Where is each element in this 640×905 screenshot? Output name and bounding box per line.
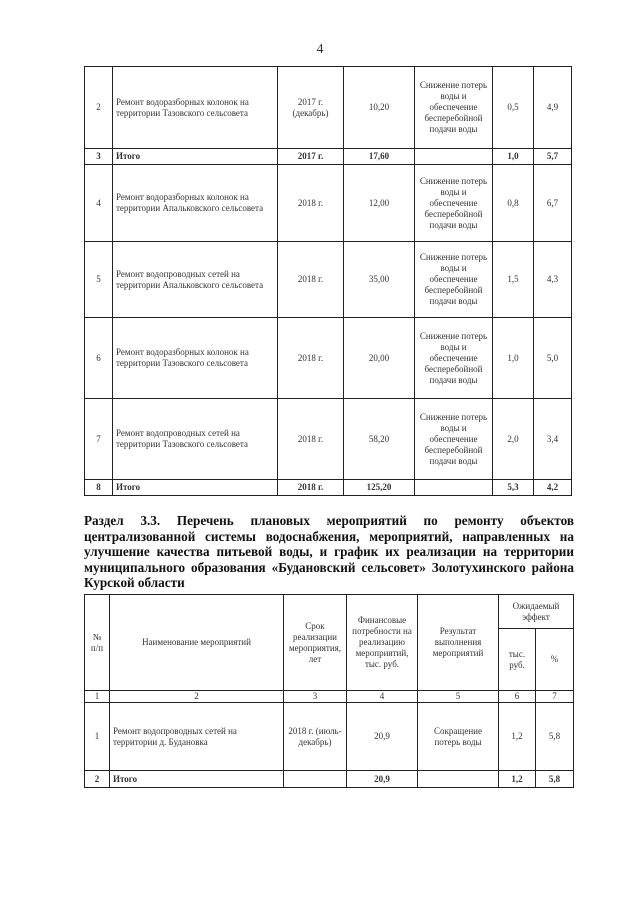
cell-term: 2017 г. [278, 149, 344, 165]
cell-effect-percent: 3,4 [534, 399, 572, 480]
cell-name: Ремонт водоразборных колонок на территории Тазовского сельсовета [113, 67, 278, 149]
cell-result: Сокращение потерь воды [418, 703, 499, 771]
cell-term: 2018 г. (июль-декабрь) [284, 703, 347, 771]
cell-name: Ремонт водоразборных колонок на территории Апальковского сельсовета [113, 165, 278, 242]
cell-num: 6 [85, 318, 113, 399]
cell-cost: 20,00 [344, 318, 415, 399]
header-term: Срок реализации мероприятия, лет [284, 595, 347, 691]
header-num: № п/п [85, 595, 110, 691]
cell-term: 2018 г. [278, 165, 344, 242]
table-measures-continued [84, 66, 572, 496]
cell-result: Снижение потерь воды и обеспечение бесперебойной подачи воды [415, 399, 493, 480]
cell-effect-percent: 4,2 [534, 480, 572, 496]
column-number: 1 [85, 691, 110, 703]
column-number: 4 [347, 691, 418, 703]
cell-name: Итого [113, 149, 278, 165]
cell-cost: 12,00 [344, 165, 415, 242]
cell-effect-percent: 5,0 [534, 318, 572, 399]
cell-name: Ремонт водопроводных сетей на территории д. Будановка [110, 703, 284, 771]
cell-result [418, 771, 499, 788]
table-row-total [85, 771, 574, 788]
table-row [85, 242, 572, 318]
column-number: 3 [284, 691, 347, 703]
column-number: 5 [418, 691, 499, 703]
cell-cost: 125,20 [344, 480, 415, 496]
cell-cost: 20,9 [347, 703, 418, 771]
cell-num: 5 [85, 242, 113, 318]
table-row-total [85, 480, 572, 496]
column-number: 6 [499, 691, 536, 703]
cell-effect-thousand: 1,0 [493, 149, 534, 165]
table-measures-budanovka [84, 594, 574, 788]
header-effect-percent: % [536, 629, 574, 691]
cell-result: Снижение потерь воды и обеспечение бесперебойной подачи воды [415, 165, 493, 242]
cell-effect-thousand: 5,3 [493, 480, 534, 496]
cell-effect-thousand: 0,5 [493, 67, 534, 149]
cell-cost: 20,9 [347, 771, 418, 788]
cell-effect-percent: 5,8 [536, 703, 574, 771]
cell-effect-thousand: 1,2 [499, 703, 536, 771]
cell-num: 2 [85, 67, 113, 149]
column-number: 2 [110, 691, 284, 703]
cell-name: Ремонт водоразборных колонок на территории Тазовского сельсовета [113, 318, 278, 399]
cell-result: Снижение потерь воды и обеспечение бесперебойной подачи воды [415, 67, 493, 149]
cell-result [415, 480, 493, 496]
cell-cost: 17,60 [344, 149, 415, 165]
cell-name: Итого [113, 480, 278, 496]
cell-term [284, 771, 347, 788]
cell-term: 2017 г. (декабрь) [278, 67, 344, 149]
table-row [85, 67, 572, 149]
header-effect: Ожидаемый эффект [499, 595, 574, 629]
cell-term: 2018 г. [278, 480, 344, 496]
cell-num: 8 [85, 480, 113, 496]
column-number: 7 [536, 691, 574, 703]
section-heading: Раздел 3.3. Перечень плановых мероприятий по ремонту объектов централизованной системы водоснабжения, мероприятий, направленных на улучшение качества питьевой воды, и график их реализации на территории муниципального образования «Будановский сельсовет» Золотухинского района Курской области [84, 513, 574, 591]
cell-name: Ремонт водопроводных сетей на территории Тазовского сельсовета [113, 399, 278, 480]
cell-result [415, 149, 493, 165]
table-row [85, 399, 572, 480]
column-number-row [85, 691, 574, 703]
table-row [85, 318, 572, 399]
cell-effect-percent: 5,7 [534, 149, 572, 165]
cell-effect-percent: 6,7 [534, 165, 572, 242]
cell-effect-thousand: 1,0 [493, 318, 534, 399]
header-cost: Финансовые потребности на реализацию мероприятий, тыс. руб. [347, 595, 418, 691]
cell-effect-percent: 5,8 [536, 771, 574, 788]
table-row-total [85, 149, 572, 165]
cell-effect-percent: 4,3 [534, 242, 572, 318]
header-name: Наименование мероприятий [110, 595, 284, 691]
cell-term: 2018 г. [278, 242, 344, 318]
cell-result: Снижение потерь воды и обеспечение бесперебойной подачи воды [415, 318, 493, 399]
cell-effect-thousand: 1,5 [493, 242, 534, 318]
cell-cost: 35,00 [344, 242, 415, 318]
cell-effect-thousand: 0,8 [493, 165, 534, 242]
table-row [85, 703, 574, 771]
cell-num: 2 [85, 771, 110, 788]
table-row [85, 165, 572, 242]
cell-num: 7 [85, 399, 113, 480]
header-result: Результат выполнения мероприятий [418, 595, 499, 691]
cell-result: Снижение потерь воды и обеспечение бесперебойной подачи воды [415, 242, 493, 318]
cell-cost: 10,20 [344, 67, 415, 149]
cell-effect-percent: 4,9 [534, 67, 572, 149]
page-number: 4 [316, 42, 324, 57]
cell-effect-thousand: 1,2 [499, 771, 536, 788]
cell-name: Ремонт водопроводных сетей на территории Апальковского сельсовета [113, 242, 278, 318]
cell-num: 1 [85, 703, 110, 771]
cell-num: 4 [85, 165, 113, 242]
table-header-row [85, 595, 574, 629]
cell-num: 3 [85, 149, 113, 165]
cell-term: 2018 г. [278, 399, 344, 480]
header-effect-thousand: тыс. руб. [499, 629, 536, 691]
cell-effect-thousand: 2,0 [493, 399, 534, 480]
cell-term: 2018 г. [278, 318, 344, 399]
cell-cost: 58,20 [344, 399, 415, 480]
cell-name: Итого [110, 771, 284, 788]
